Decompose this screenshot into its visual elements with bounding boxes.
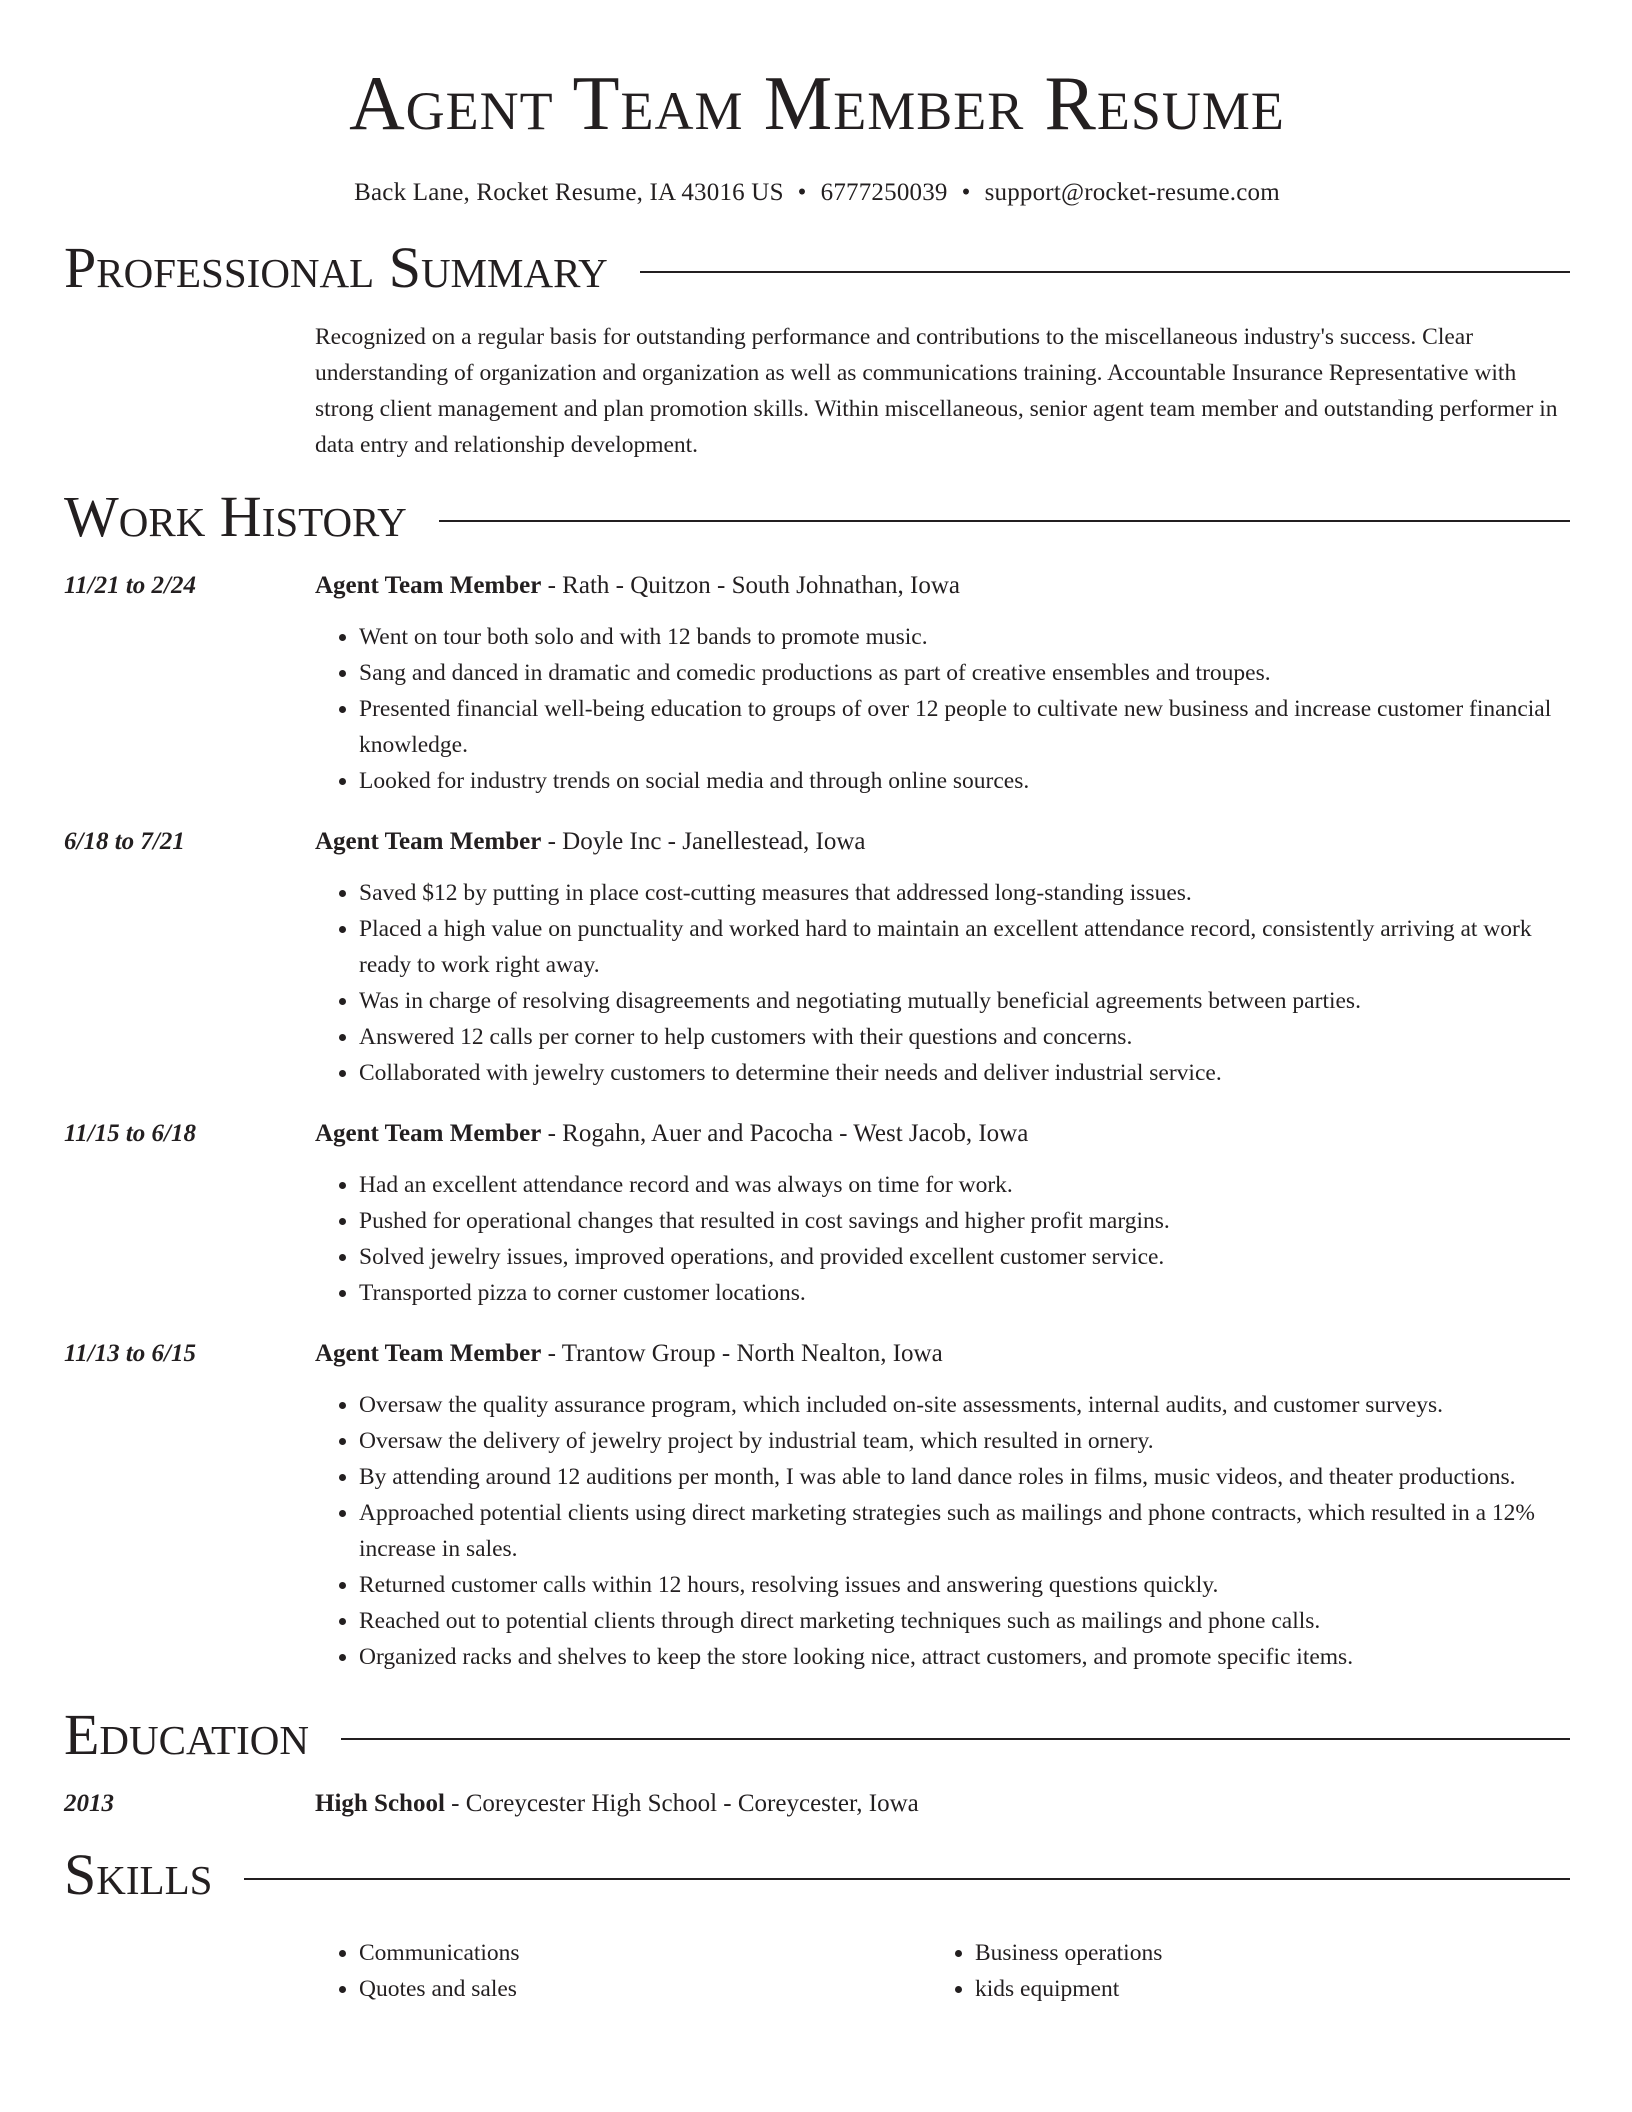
job-employer: - Trantow Group - North Nealton, Iowa [541,1340,943,1367]
job-bullet: • Answered 12 calls per corner to help customers with their questions and concerns. [359,1019,1570,1055]
job-entry [64,1119,1570,1311]
job-bullet: • Sang and danced in dramatic and comedic productions as part of creative ensembles and troupes. [359,655,1570,691]
job-employer: - Rath - Quitzon - South Johnathan, Iowa [541,572,961,599]
job-bullets [315,875,1570,1091]
skills-column-right [931,1935,1547,2007]
job-bullet: • Reached out to potential clients through direct marketing techniques such as mailings and phone calls. [359,1603,1570,1639]
job-bullets [315,619,1570,799]
skill-item: • Business operations [975,1935,1547,1971]
job-bullet: • Returned customer calls within 12 hours, resolving issues and answering questions quickly. [359,1567,1570,1603]
job-bullet: • By attending around 12 auditions per month, I was able to land dance roles in films, music videos, and theater productions. [359,1459,1570,1495]
job-bullets [315,1387,1570,1675]
job-bullet: • Oversaw the delivery of jewelry project by industrial team, which resulted in ornery. [359,1423,1570,1459]
contact-email: support@rocket-resume.com [984,179,1280,206]
education-degree: High School [315,1790,445,1817]
section-heading-text: Work History [64,484,407,549]
job-bullet: • Approached potential clients using direct marketing strategies such as mailings and phone contracts, which resulted in a 12% increase in sales. [359,1495,1570,1567]
job-dates: 11/13 to 6/15 [64,1340,196,1367]
contact-separator: • [797,179,807,206]
job-bullet: • Went on tour both solo and with 12 bands to promote music. [359,619,1570,655]
contact-address: Back Lane, Rocket Resume, IA 43016 US [354,179,784,206]
contact-phone: 6777250039 [820,179,948,206]
section-heading-summary [64,236,1570,300]
job-bullet: • Placed a high value on punctuality and worked hard to maintain an excellent attendance record, consistently arriving at work ready to work right away. [359,911,1570,983]
skill-item: • Communications [359,1935,931,1971]
job-bullet: • Looked for industry trends on social media and through online sources. [359,763,1570,799]
skill-item: • Quotes and sales [359,1971,931,2007]
section-heading-text: Professional Summary [64,235,608,300]
job-title: Agent Team Member [315,572,542,599]
resume-title: Agent Team Member Resume [349,60,1285,146]
contact-line [64,178,1570,208]
education-year: 2013 [64,1790,114,1817]
job-bullet: • Organized racks and shelves to keep the store looking nice, attract customers, and promote specific items. [359,1639,1570,1675]
job-entry [64,1339,1570,1675]
job-entry [64,827,1570,1091]
section-divider [439,520,1570,522]
section-divider [244,1878,1570,1880]
skills-column-left [315,1935,931,2007]
skill-item: • kids equipment [975,1971,1547,2007]
job-bullet: • Saved $12 by putting in place cost-cutting measures that addressed long-standing issues. [359,875,1570,911]
work-history-list [64,571,1570,1675]
job-employer: - Rogahn, Auer and Pacocha - West Jacob, Iowa [541,1120,1029,1147]
job-bullet: • Solved jewelry issues, improved operations, and provided excellent customer service. [359,1239,1570,1275]
job-bullet: • Was in charge of resolving disagreements and negotiating mutually beneficial agreements between parties. [359,983,1570,1019]
summary-text: Recognized on a regular basis for outstanding performance and contributions to the miscellaneous industry's success. Clear understanding of organization and organization as well as communications training. Accountable Insurance Representative with strong client management and plan promotion skills. Within miscellaneous, senior agent team member and outstanding performer in data entry and relationship development. [315,324,1558,458]
contact-separator: • [961,179,971,206]
section-divider [640,271,1570,273]
job-dates: 6/18 to 7/21 [64,828,185,855]
job-dates: 11/15 to 6/18 [64,1120,196,1147]
job-entry [64,571,1570,799]
resume-page [64,0,1570,2007]
job-title: Agent Team Member [315,1340,542,1367]
section-divider [341,1738,1570,1740]
section-heading-education [64,1703,1570,1767]
education-entry [64,1789,1570,1819]
job-bullet: • Collaborated with jewelry customers to determine their needs and deliver industrial service. [359,1055,1570,1091]
job-title: Agent Team Member [315,828,542,855]
section-heading-work-history [64,485,1570,549]
section-heading-text: Skills [64,1842,213,1907]
education-school: - Coreycester High School - Coreycester, Iowa [444,1790,919,1817]
section-heading-skills [64,1843,1570,1907]
skills-list [315,1935,1570,2007]
job-dates: 11/21 to 2/24 [64,572,196,599]
job-bullets [315,1167,1570,1311]
job-title: Agent Team Member [315,1120,542,1147]
job-employer: - Doyle Inc - Janellestead, Iowa [541,828,866,855]
job-bullet: • Had an excellent attendance record and was always on time for work. [359,1167,1570,1203]
section-heading-text: Education [64,1702,309,1767]
job-bullet: • Pushed for operational changes that resulted in cost savings and higher profit margins. [359,1203,1570,1239]
job-bullet: • Transported pizza to corner customer locations. [359,1275,1570,1311]
job-bullet: • Presented financial well-being education to groups of over 12 people to cultivate new business and increase customer financial knowledge. [359,691,1570,763]
job-bullet: • Oversaw the quality assurance program, which included on-site assessments, internal audits, and customer surveys. [359,1387,1570,1423]
